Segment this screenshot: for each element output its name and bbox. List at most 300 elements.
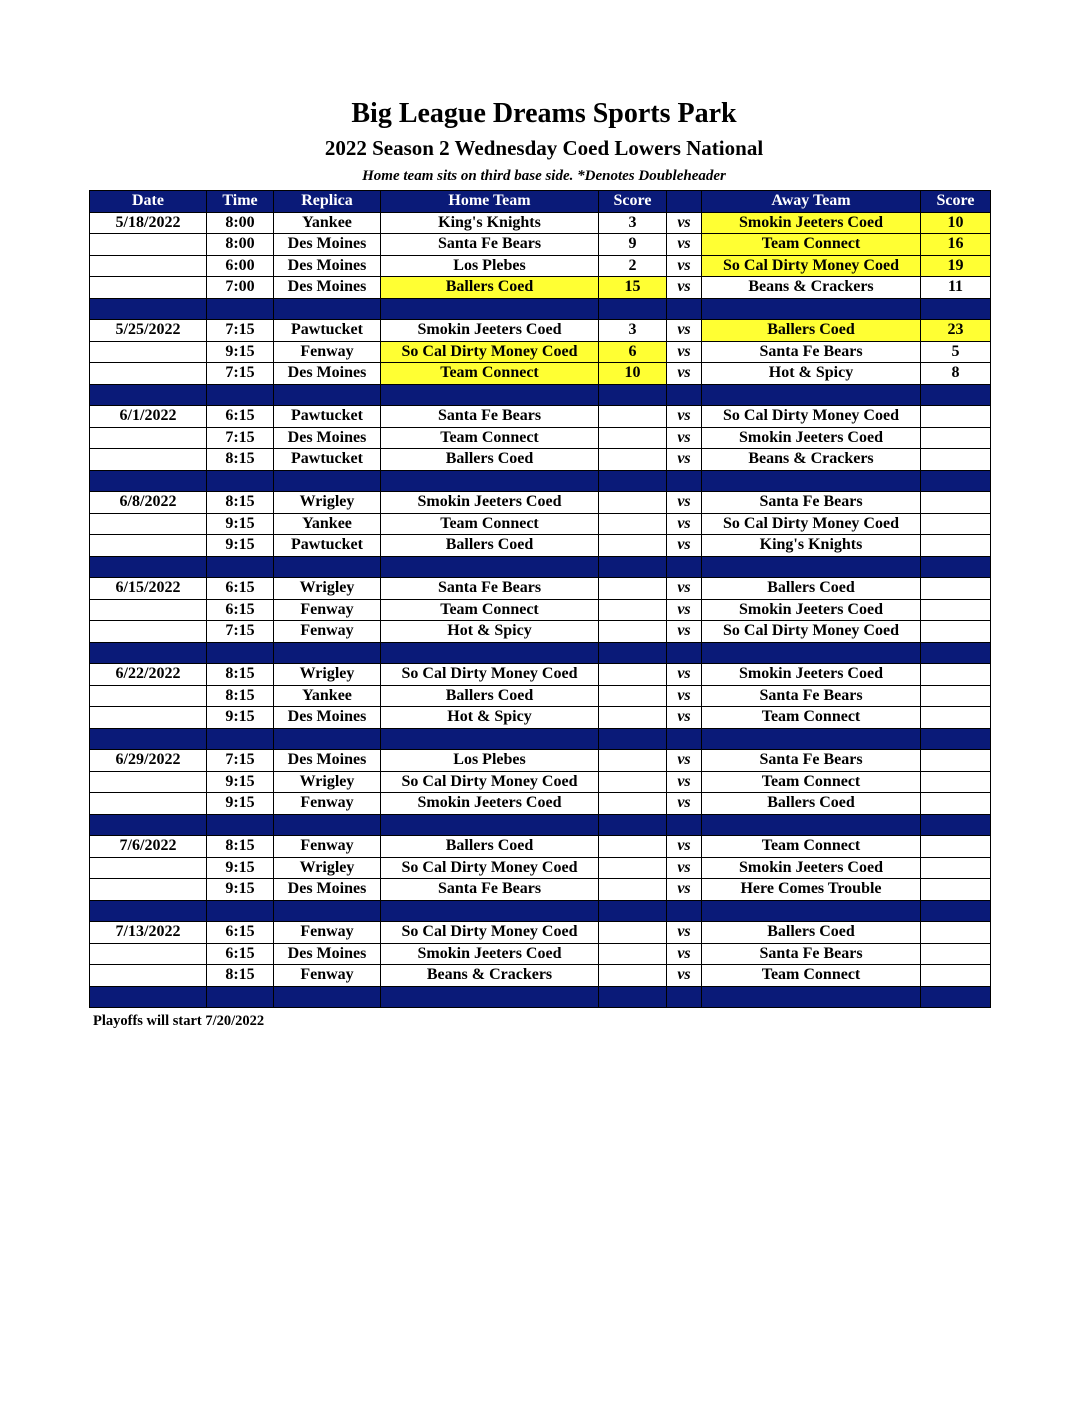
replica-cell: Pawtucket xyxy=(274,535,381,557)
separator-cell xyxy=(921,384,991,406)
home-score-cell: 15 xyxy=(599,277,667,299)
vs-cell: vs xyxy=(667,922,702,944)
home-score-cell xyxy=(599,599,667,621)
separator-cell xyxy=(207,470,274,492)
away-score-cell xyxy=(921,771,991,793)
separator-cell xyxy=(667,642,702,664)
vs-cell: vs xyxy=(667,857,702,879)
separator-cell xyxy=(702,900,921,922)
table-row xyxy=(90,793,991,815)
replica-cell: Wrigley xyxy=(274,771,381,793)
home-team-cell: Smokin Jeeters Coed xyxy=(381,943,599,965)
table-row xyxy=(90,771,991,793)
separator-cell xyxy=(381,470,599,492)
home-score-cell xyxy=(599,771,667,793)
separator-cell xyxy=(274,298,381,320)
date-cell xyxy=(90,943,207,965)
home-score-cell xyxy=(599,621,667,643)
away-score-cell xyxy=(921,707,991,729)
home-score-cell xyxy=(599,449,667,471)
table-row xyxy=(90,406,991,428)
away-score-cell: 23 xyxy=(921,320,991,342)
vs-cell: vs xyxy=(667,685,702,707)
separator-cell xyxy=(702,470,921,492)
away-score-cell xyxy=(921,406,991,428)
separator-cell xyxy=(921,728,991,750)
home-team-cell: King's Knights xyxy=(381,212,599,234)
replica-cell: Yankee xyxy=(274,212,381,234)
time-cell: 6:15 xyxy=(207,599,274,621)
table-row xyxy=(90,427,991,449)
time-cell: 9:15 xyxy=(207,793,274,815)
away-score-cell xyxy=(921,599,991,621)
away-score-cell xyxy=(921,879,991,901)
time-cell: 9:15 xyxy=(207,341,274,363)
time-cell: 7:15 xyxy=(207,363,274,385)
separator-cell xyxy=(381,384,599,406)
home-score-cell xyxy=(599,922,667,944)
col-header-home-team: Home Team xyxy=(381,191,599,213)
home-team-cell: So Cal Dirty Money Coed xyxy=(381,664,599,686)
date-cell xyxy=(90,599,207,621)
separator-cell xyxy=(207,556,274,578)
home-team-cell: Ballers Coed xyxy=(381,685,599,707)
table-row xyxy=(90,449,991,471)
replica-cell: Pawtucket xyxy=(274,449,381,471)
away-team-cell: Ballers Coed xyxy=(702,922,921,944)
replica-cell: Des Moines xyxy=(274,277,381,299)
away-team-cell: Santa Fe Bears xyxy=(702,341,921,363)
time-cell: 9:15 xyxy=(207,879,274,901)
away-score-cell xyxy=(921,836,991,858)
week-separator-row xyxy=(90,384,991,406)
time-cell: 6:15 xyxy=(207,406,274,428)
home-score-cell xyxy=(599,685,667,707)
separator-cell xyxy=(381,556,599,578)
away-team-cell: Team Connect xyxy=(702,965,921,987)
time-cell: 8:15 xyxy=(207,492,274,514)
date-cell: 6/15/2022 xyxy=(90,578,207,600)
page-title: Big League Dreams Sports Park xyxy=(351,98,737,129)
away-score-cell xyxy=(921,449,991,471)
away-score-cell xyxy=(921,922,991,944)
col-header-away-team: Away Team xyxy=(702,191,921,213)
away-score-cell xyxy=(921,965,991,987)
home-score-cell xyxy=(599,793,667,815)
table-row xyxy=(90,879,991,901)
date-cell xyxy=(90,535,207,557)
home-team-cell: Smokin Jeeters Coed xyxy=(381,793,599,815)
away-team-cell: Ballers Coed xyxy=(702,578,921,600)
separator-cell xyxy=(207,384,274,406)
home-team-cell: So Cal Dirty Money Coed xyxy=(381,857,599,879)
separator-cell xyxy=(274,556,381,578)
away-score-cell: 8 xyxy=(921,363,991,385)
replica-cell: Des Moines xyxy=(274,879,381,901)
table-row xyxy=(90,965,991,987)
away-team-cell: Ballers Coed xyxy=(702,793,921,815)
away-team-cell: So Cal Dirty Money Coed xyxy=(702,621,921,643)
vs-cell: vs xyxy=(667,750,702,772)
home-team-cell: Team Connect xyxy=(381,363,599,385)
away-team-cell: Santa Fe Bears xyxy=(702,750,921,772)
separator-cell xyxy=(90,814,207,836)
home-team-cell: Hot & Spicy xyxy=(381,621,599,643)
away-team-cell: Ballers Coed xyxy=(702,320,921,342)
home-score-cell xyxy=(599,406,667,428)
separator-cell xyxy=(90,728,207,750)
date-cell xyxy=(90,341,207,363)
home-team-cell: So Cal Dirty Money Coed xyxy=(381,922,599,944)
vs-cell: vs xyxy=(667,320,702,342)
time-cell: 7:00 xyxy=(207,277,274,299)
time-cell: 8:15 xyxy=(207,965,274,987)
time-cell: 9:15 xyxy=(207,535,274,557)
away-score-cell: 11 xyxy=(921,277,991,299)
home-score-cell xyxy=(599,578,667,600)
week-separator-row xyxy=(90,900,991,922)
home-team-cell: Team Connect xyxy=(381,599,599,621)
vs-cell: vs xyxy=(667,836,702,858)
home-score-cell xyxy=(599,535,667,557)
table-row xyxy=(90,513,991,535)
schedule-body xyxy=(90,212,991,1008)
table-row xyxy=(90,234,991,256)
vs-cell: vs xyxy=(667,664,702,686)
separator-cell xyxy=(667,986,702,1008)
vs-cell: vs xyxy=(667,965,702,987)
separator-cell xyxy=(207,986,274,1008)
replica-cell: Wrigley xyxy=(274,664,381,686)
vs-cell: vs xyxy=(667,879,702,901)
away-team-cell: Team Connect xyxy=(702,836,921,858)
away-score-cell xyxy=(921,793,991,815)
table-row xyxy=(90,320,991,342)
separator-cell xyxy=(90,900,207,922)
table-row xyxy=(90,707,991,729)
home-score-cell xyxy=(599,492,667,514)
vs-cell: vs xyxy=(667,771,702,793)
replica-cell: Fenway xyxy=(274,599,381,621)
home-score-cell xyxy=(599,943,667,965)
home-team-cell: Los Plebes xyxy=(381,750,599,772)
home-score-cell xyxy=(599,879,667,901)
away-team-cell: Smokin Jeeters Coed xyxy=(702,599,921,621)
separator-cell xyxy=(702,298,921,320)
away-score-cell xyxy=(921,750,991,772)
away-score-cell: 16 xyxy=(921,234,991,256)
away-score-cell: 5 xyxy=(921,341,991,363)
away-team-cell: Here Comes Trouble xyxy=(702,879,921,901)
date-cell: 7/13/2022 xyxy=(90,922,207,944)
separator-cell xyxy=(667,298,702,320)
home-team-cell: Ballers Coed xyxy=(381,449,599,471)
date-cell: 6/29/2022 xyxy=(90,750,207,772)
separator-cell xyxy=(702,556,921,578)
away-team-cell: Smokin Jeeters Coed xyxy=(702,664,921,686)
vs-cell: vs xyxy=(667,492,702,514)
table-row xyxy=(90,857,991,879)
week-separator-row xyxy=(90,556,991,578)
table-row xyxy=(90,578,991,600)
time-cell: 7:15 xyxy=(207,750,274,772)
away-score-cell xyxy=(921,535,991,557)
away-team-cell: Hot & Spicy xyxy=(702,363,921,385)
separator-cell xyxy=(381,814,599,836)
separator-cell xyxy=(667,384,702,406)
separator-cell xyxy=(90,470,207,492)
vs-cell: vs xyxy=(667,255,702,277)
date-cell xyxy=(90,427,207,449)
date-cell: 6/22/2022 xyxy=(90,664,207,686)
home-team-cell: Smokin Jeeters Coed xyxy=(381,320,599,342)
table-row xyxy=(90,664,991,686)
separator-cell xyxy=(381,642,599,664)
date-cell: 6/8/2022 xyxy=(90,492,207,514)
week-separator-row xyxy=(90,814,991,836)
date-cell xyxy=(90,255,207,277)
separator-cell xyxy=(599,814,667,836)
home-team-cell: Santa Fe Bears xyxy=(381,578,599,600)
away-team-cell: Beans & Crackers xyxy=(702,277,921,299)
week-separator-row xyxy=(90,986,991,1008)
home-team-cell: Team Connect xyxy=(381,513,599,535)
separator-cell xyxy=(90,298,207,320)
separator-cell xyxy=(381,728,599,750)
separator-cell xyxy=(381,986,599,1008)
separator-cell xyxy=(702,986,921,1008)
replica-cell: Des Moines xyxy=(274,234,381,256)
vs-cell: vs xyxy=(667,212,702,234)
time-cell: 8:15 xyxy=(207,664,274,686)
home-team-cell: So Cal Dirty Money Coed xyxy=(381,771,599,793)
date-cell: 6/1/2022 xyxy=(90,406,207,428)
table-row xyxy=(90,943,991,965)
home-score-cell xyxy=(599,707,667,729)
replica-cell: Fenway xyxy=(274,922,381,944)
date-cell xyxy=(90,965,207,987)
home-score-cell: 6 xyxy=(599,341,667,363)
replica-cell: Pawtucket xyxy=(274,320,381,342)
vs-cell: vs xyxy=(667,341,702,363)
replica-cell: Fenway xyxy=(274,621,381,643)
separator-cell xyxy=(702,642,921,664)
home-score-cell: 10 xyxy=(599,363,667,385)
time-cell: 6:00 xyxy=(207,255,274,277)
vs-cell: vs xyxy=(667,513,702,535)
time-cell: 9:15 xyxy=(207,771,274,793)
separator-cell xyxy=(667,900,702,922)
away-team-cell: Smokin Jeeters Coed xyxy=(702,427,921,449)
time-cell: 6:15 xyxy=(207,922,274,944)
vs-cell: vs xyxy=(667,707,702,729)
date-cell xyxy=(90,513,207,535)
separator-cell xyxy=(599,728,667,750)
date-cell xyxy=(90,685,207,707)
vs-cell: vs xyxy=(667,234,702,256)
vs-cell: vs xyxy=(667,406,702,428)
table-row xyxy=(90,599,991,621)
separator-cell xyxy=(599,556,667,578)
vs-cell: vs xyxy=(667,277,702,299)
separator-cell xyxy=(921,986,991,1008)
away-team-cell: So Cal Dirty Money Coed xyxy=(702,255,921,277)
schedule-note: Home team sits on third base side. *Denotes Doubleheader xyxy=(362,168,726,184)
away-score-cell xyxy=(921,685,991,707)
away-team-cell: So Cal Dirty Money Coed xyxy=(702,513,921,535)
replica-cell: Des Moines xyxy=(274,427,381,449)
home-score-cell xyxy=(599,836,667,858)
separator-cell xyxy=(274,642,381,664)
separator-cell xyxy=(274,728,381,750)
col-header-away-score: Score xyxy=(921,191,991,213)
home-score-cell: 3 xyxy=(599,320,667,342)
replica-cell: Wrigley xyxy=(274,578,381,600)
col-header-replica: Replica xyxy=(274,191,381,213)
home-team-cell: Ballers Coed xyxy=(381,836,599,858)
table-row xyxy=(90,492,991,514)
col-header-home-score: Score xyxy=(599,191,667,213)
home-team-cell: Beans & Crackers xyxy=(381,965,599,987)
replica-cell: Des Moines xyxy=(274,255,381,277)
date-cell xyxy=(90,234,207,256)
time-cell: 9:15 xyxy=(207,857,274,879)
replica-cell: Wrigley xyxy=(274,857,381,879)
home-team-cell: Smokin Jeeters Coed xyxy=(381,492,599,514)
replica-cell: Fenway xyxy=(274,341,381,363)
separator-cell xyxy=(599,298,667,320)
away-score-cell xyxy=(921,857,991,879)
away-score-cell xyxy=(921,664,991,686)
replica-cell: Fenway xyxy=(274,836,381,858)
separator-cell xyxy=(90,986,207,1008)
away-score-cell xyxy=(921,492,991,514)
separator-cell xyxy=(921,470,991,492)
week-separator-row xyxy=(90,298,991,320)
replica-cell: Fenway xyxy=(274,793,381,815)
away-score-cell xyxy=(921,427,991,449)
separator-cell xyxy=(274,470,381,492)
vs-cell: vs xyxy=(667,449,702,471)
separator-cell xyxy=(921,298,991,320)
table-row xyxy=(90,685,991,707)
table-row xyxy=(90,212,991,234)
date-cell xyxy=(90,621,207,643)
replica-cell: Des Moines xyxy=(274,363,381,385)
separator-cell xyxy=(274,900,381,922)
week-separator-row xyxy=(90,642,991,664)
table-row xyxy=(90,255,991,277)
away-score-cell xyxy=(921,621,991,643)
date-cell xyxy=(90,879,207,901)
col-header-time: Time xyxy=(207,191,274,213)
separator-cell xyxy=(667,728,702,750)
table-row xyxy=(90,277,991,299)
separator-cell xyxy=(90,642,207,664)
date-cell xyxy=(90,449,207,471)
separator-cell xyxy=(667,470,702,492)
time-cell: 6:15 xyxy=(207,578,274,600)
separator-cell xyxy=(207,298,274,320)
replica-cell: Fenway xyxy=(274,965,381,987)
away-team-cell: King's Knights xyxy=(702,535,921,557)
separator-cell xyxy=(702,814,921,836)
replica-cell: Yankee xyxy=(274,685,381,707)
replica-cell: Yankee xyxy=(274,513,381,535)
vs-cell: vs xyxy=(667,363,702,385)
table-row xyxy=(90,836,991,858)
replica-cell: Des Moines xyxy=(274,943,381,965)
separator-cell xyxy=(921,556,991,578)
col-header-date: Date xyxy=(90,191,207,213)
date-cell xyxy=(90,277,207,299)
table-row xyxy=(90,535,991,557)
separator-cell xyxy=(599,384,667,406)
away-score-cell xyxy=(921,943,991,965)
separator-cell xyxy=(274,814,381,836)
separator-cell xyxy=(921,814,991,836)
time-cell: 7:15 xyxy=(207,427,274,449)
page-subtitle: 2022 Season 2 Wednesday Coed Lowers National xyxy=(324,136,764,160)
time-cell: 8:15 xyxy=(207,685,274,707)
away-team-cell: Team Connect xyxy=(702,707,921,729)
home-team-cell: Santa Fe Bears xyxy=(381,406,599,428)
home-score-cell xyxy=(599,965,667,987)
date-cell xyxy=(90,363,207,385)
home-team-cell: Santa Fe Bears xyxy=(381,879,599,901)
away-score-cell: 19 xyxy=(921,255,991,277)
away-team-cell: Team Connect xyxy=(702,771,921,793)
time-cell: 8:15 xyxy=(207,449,274,471)
time-cell: 6:15 xyxy=(207,943,274,965)
separator-cell xyxy=(702,728,921,750)
time-cell: 7:15 xyxy=(207,621,274,643)
separator-cell xyxy=(599,470,667,492)
col-header-vs xyxy=(667,191,702,213)
separator-cell xyxy=(381,298,599,320)
vs-cell: vs xyxy=(667,578,702,600)
schedule-table xyxy=(89,190,991,1008)
home-score-cell xyxy=(599,427,667,449)
away-team-cell: Beans & Crackers xyxy=(702,449,921,471)
home-team-cell: Hot & Spicy xyxy=(381,707,599,729)
away-team-cell: Smokin Jeeters Coed xyxy=(702,857,921,879)
home-score-cell xyxy=(599,664,667,686)
away-team-cell: Santa Fe Bears xyxy=(702,492,921,514)
home-team-cell: Santa Fe Bears xyxy=(381,234,599,256)
separator-cell xyxy=(702,384,921,406)
separator-cell xyxy=(667,556,702,578)
separator-cell xyxy=(90,556,207,578)
date-cell xyxy=(90,793,207,815)
home-score-cell: 2 xyxy=(599,255,667,277)
away-score-cell xyxy=(921,513,991,535)
vs-cell: vs xyxy=(667,943,702,965)
away-team-cell: Team Connect xyxy=(702,234,921,256)
vs-cell: vs xyxy=(667,793,702,815)
vs-cell: vs xyxy=(667,599,702,621)
separator-cell xyxy=(207,642,274,664)
time-cell: 7:15 xyxy=(207,320,274,342)
separator-cell xyxy=(599,900,667,922)
playoffs-note: Playoffs will start 7/20/2022 xyxy=(93,1013,265,1029)
date-cell: 5/18/2022 xyxy=(90,212,207,234)
table-row xyxy=(90,341,991,363)
table-row xyxy=(90,363,991,385)
table-row xyxy=(90,922,991,944)
week-separator-row xyxy=(90,470,991,492)
separator-cell xyxy=(667,814,702,836)
